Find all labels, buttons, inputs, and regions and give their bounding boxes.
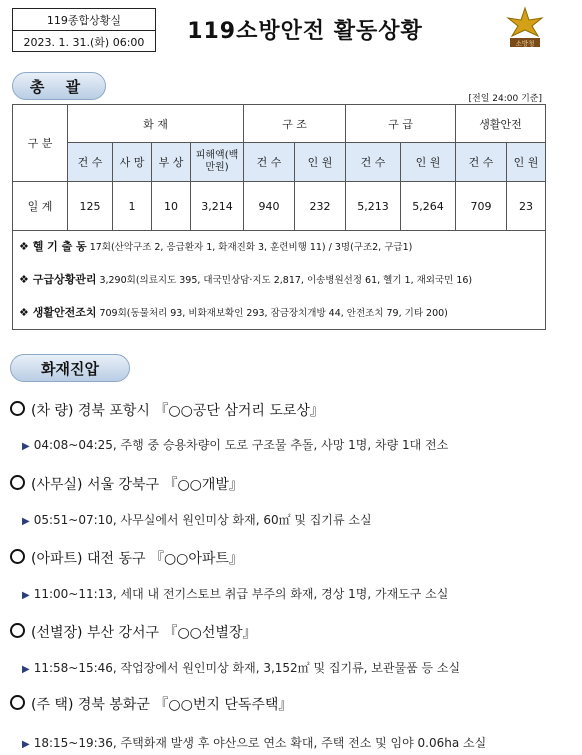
triangle-bullet-icon: ▶	[22, 664, 30, 675]
incident-detail-text: 05:51~07:10, 사무실에서 원인미상 화재, 60㎡ 및 집기류 소실	[33, 513, 372, 527]
row-label: 일 계	[13, 182, 68, 231]
table-cell: 5,213	[346, 182, 401, 231]
office-datetime-box	[12, 8, 156, 52]
sub-header: 인 원	[507, 143, 546, 182]
incident-heading	[10, 400, 324, 420]
note-text: 3,290회(의료지도 395, 대국민상담·지도 2,817, 이송병원선정 61, 헬기 1, 재외국민 16)	[99, 274, 473, 286]
circle-bullet-icon	[10, 475, 25, 490]
sub-header: 부 상	[152, 143, 191, 182]
table-cell: 232	[295, 182, 346, 231]
office-name: 119종합상황실	[46, 13, 122, 27]
incident-detail	[22, 436, 448, 453]
incident-heading	[10, 694, 292, 714]
incident-detail	[22, 659, 460, 676]
note-label: ❖ 구급상황관리	[19, 272, 97, 286]
sub-header: 건 수	[456, 143, 507, 182]
circle-bullet-icon	[10, 695, 25, 710]
note-safety-measures	[13, 295, 545, 328]
incident-heading	[10, 622, 256, 642]
incident-title: (아파트) 대전 동구 『○○아파트』	[31, 551, 243, 567]
triangle-bullet-icon: ▶	[22, 739, 30, 750]
sub-header: 인 원	[401, 143, 456, 182]
incident-detail-text: 11:58~15:46, 작업장에서 원인미상 화재, 3,152㎡ 및 집기류, 보관물품 등 소실	[33, 661, 461, 675]
table-cell: 709	[456, 182, 507, 231]
group-rescue: 구 조	[244, 105, 346, 143]
fire-section-label: 화재진압	[10, 354, 130, 382]
incident-title: (사무실) 서울 강북구 『○○개발』	[31, 477, 243, 493]
incident-detail	[22, 585, 448, 602]
note-ems-management	[13, 262, 545, 295]
group-fire: 화 재	[68, 105, 244, 143]
group-safety: 생활안전	[456, 105, 546, 143]
report-datetime: 2023. 1. 31.(화) 06:00	[13, 30, 155, 52]
table-cell: 10	[152, 182, 191, 231]
triangle-bullet-icon: ▶	[22, 441, 30, 452]
summary-notes	[12, 229, 546, 330]
sub-header: 피해액(백만원)	[191, 143, 244, 182]
incident-detail	[22, 511, 372, 528]
incident-title: (차 량) 경북 포항시 『○○공단 삼거리 도로상』	[31, 403, 324, 419]
sub-header: 건 수	[244, 143, 295, 182]
circle-bullet-icon	[10, 401, 25, 416]
table-cell: 940	[244, 182, 295, 231]
table-cell: 125	[68, 182, 113, 231]
basis-time: [전일 24:00 기준]	[468, 94, 542, 104]
incident-detail-text: 11:00~11:13, 세대 내 전기스토브 취급 부주의 화재, 경상 1명, 가재도구 소실	[33, 587, 449, 601]
table-cell: 5,264	[401, 182, 456, 231]
incident-title: (주 택) 경북 봉화군 『○○번지 단독주택』	[31, 697, 293, 713]
note-label: ❖ 생활안전조치	[19, 305, 97, 319]
sub-header: 사 망	[113, 143, 152, 182]
sub-header: 건 수	[68, 143, 113, 182]
incident-heading	[10, 548, 243, 568]
table-cell: 1	[113, 182, 152, 231]
incident-heading	[10, 474, 243, 494]
summary-section-label: 총 괄	[12, 72, 106, 100]
page-title: 119소방안전 활동상황	[187, 19, 423, 44]
note-helicopter	[13, 229, 545, 262]
fire-agency-emblem-icon	[498, 6, 552, 50]
sub-header: 인 원	[295, 143, 346, 182]
triangle-bullet-icon: ▶	[22, 516, 30, 527]
table-cell: 23	[507, 182, 546, 231]
incident-detail-text: 18:15~19:36, 주택화재 발생 후 야산으로 연소 확대, 주택 전소 및 임야 0.06ha 소실	[33, 736, 487, 750]
note-text: 17회(산악구조 2, 응급환자 1, 화재진화 3, 훈련비행 11) / 3명(구조2, 구급1)	[89, 241, 413, 253]
note-text: 709회(동물처리 93, 비화재보확인 293, 잠금장치개방 44, 안전조치 79, 기타 200)	[99, 307, 448, 319]
triangle-bullet-icon: ▶	[22, 590, 30, 601]
incident-detail-text: 04:08~04:25, 주행 중 승용차량이 도로 구조물 추돌, 사망 1명, 차량 1대 전소	[33, 438, 449, 452]
sub-header: 건 수	[346, 143, 401, 182]
table-cell: 3,214	[191, 182, 244, 231]
svg-text:소방청: 소방청	[515, 39, 535, 48]
circle-bullet-icon	[10, 623, 25, 638]
summary-table	[12, 104, 546, 231]
col-division: 구 분	[13, 105, 68, 182]
incident-title: (선별장) 부산 강서구 『○○선별장』	[31, 625, 257, 641]
circle-bullet-icon	[10, 549, 25, 564]
incident-detail	[22, 734, 486, 751]
note-label: ❖ 헬 기 출 동	[19, 239, 87, 253]
group-ems: 구 급	[346, 105, 456, 143]
